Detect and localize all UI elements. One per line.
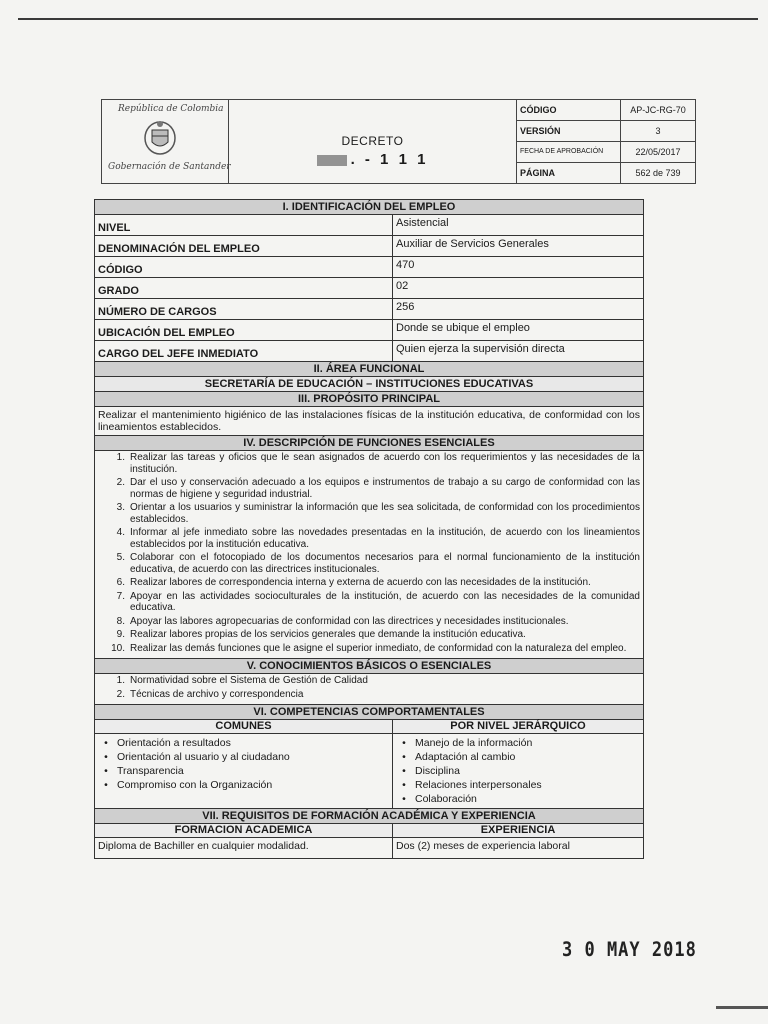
item-number: 1. [116,452,125,463]
list-item [95,527,640,550]
bullet-item [393,792,643,806]
bullet-item [393,764,643,778]
section-title-requisitos: VII. REQUISITOS DE FORMACIÓN ACADÉMICA Y EXPERIENCIA [95,809,643,824]
section-title-identificacion: I. IDENTIFICACIÓN DEL EMPLEO [95,200,643,215]
section-title-proposito: III. PROPÓSITO PRINCIPAL [95,392,643,407]
formacion-header: FORMACION ACADEMICA [95,824,392,838]
comunes-header: COMUNES [95,720,392,734]
meta-label: FECHA DE APROBACIÓN [517,142,621,162]
proposito-text: Realizar el mantenimiento higiénico de las instalaciones físicas de la institución educativa, de conformidad con los lineamientos establecidos. [95,407,643,436]
item-number: 3. [116,502,125,513]
decree-number-text: . - 1 1 1 [350,151,429,168]
experiencia-column [393,824,643,858]
item-text: Realizar las tareas y oficios que le sean asignados de acuerdo con los requerimientos y las necesidades de la institución. [130,452,640,475]
meta-label: VERSIÓN [517,121,621,141]
item-number: 8. [116,615,125,627]
bullet-item [393,736,643,750]
jerarquico-header: POR NIVEL JERÁRQUICO [393,720,643,734]
item-number: 10. [111,642,125,654]
jerarquico-list [393,734,643,808]
meta-row [517,100,695,121]
identificacion-row [95,278,643,299]
experiencia-value: Dos (2) meses de experiencia laboral [396,840,570,852]
list-item [95,502,640,525]
bullet-item [95,778,392,792]
item-text: Realizar labores propias de los servicios generales que demande la institución educativa. [130,629,526,640]
bullet-icon: • [402,751,406,763]
bullet-text: Compromiso con la Organización [117,779,273,791]
bullet-icon: • [104,779,108,791]
decree-title-block [229,100,517,183]
list-item [95,629,640,641]
formacion-column [95,824,393,858]
meta-row [517,163,695,183]
identificacion-row [95,320,643,341]
decree-number [229,151,516,168]
item-number: 4. [116,527,125,538]
scan-top-edge [18,18,758,20]
logo-line-1: República de Colombia [118,104,224,114]
identificacion-row [95,236,643,257]
identificacion-row [95,215,643,236]
bullet-text: Orientación a resultados [117,737,231,749]
meta-value: AP-JC-RG-70 [630,105,686,115]
section-title-competencias: VI. COMPETENCIAS COMPORTAMENTALES [95,705,643,720]
bullet-item [393,778,643,792]
meta-label: CÓDIGO [517,100,621,120]
bullet-text: Adaptación al cambio [415,751,516,763]
identificacion-row [95,257,643,278]
section-title-conocimientos: V. CONOCIMIENTOS BÁSICOS O ESENCIALES [95,659,643,674]
field-label: GRADO [95,278,393,298]
item-text: Realizar labores de correspondencia interna y externa de acuerdo con las necesidades de la institución. [130,577,591,588]
field-value: 470 [396,259,415,271]
bullet-text: Colaboración [415,793,477,805]
item-number: 2. [116,688,125,700]
list-item [95,477,640,500]
meta-row [517,121,695,142]
item-text: Orientar a los usuarios y suministrar la información que les sea solicitada, de conformidad con los procedimientos establecidos. [130,502,640,525]
bullet-icon: • [402,737,406,749]
item-number: 5. [116,552,125,563]
item-text: Normatividad sobre el Sistema de Gestión de Calidad [130,675,368,686]
bullet-icon: • [104,765,108,777]
field-label: DENOMINACIÓN DEL EMPLEO [95,236,393,256]
section-title-funciones: IV. DESCRIPCIÓN DE FUNCIONES ESENCIALES [95,436,643,451]
item-number: 9. [116,629,125,640]
meta-label: PÁGINA [517,163,621,183]
redacted-mark [317,155,347,166]
identificacion-row [95,299,643,320]
field-label: UBICACIÓN DEL EMPLEO [95,320,393,340]
list-item [95,591,640,614]
field-label: CÓDIGO [95,257,393,277]
requisitos-columns [95,824,643,858]
list-item [95,552,640,575]
competencias-comunes [95,720,393,808]
job-profile-table [94,199,644,859]
meta-value: 562 de 739 [635,168,681,178]
bullet-icon: • [104,737,108,749]
funciones-list [95,451,643,659]
logo-line-2: Gobernación de Santander [108,162,231,172]
list-item [95,643,640,655]
list-item [95,689,640,701]
field-label: NIVEL [95,215,393,235]
meta-row [517,142,695,163]
item-number: 7. [116,590,125,602]
item-text: Informar al jefe inmediato sobre las novedades presentadas en la institución, de acuerdo con los lineamientos establecidos por la institución educativa. [130,527,640,550]
bullet-icon: • [104,751,108,763]
field-value: Quien ejerza la supervisión directa [396,343,565,355]
coat-of-arms-icon [142,118,178,156]
conocimientos-list [95,674,643,705]
document-header [101,99,696,184]
item-text: Apoyar las labores agropecuarias de conformidad con las directrices y necesidades institucionales. [130,615,569,627]
scan-mark [716,1006,768,1009]
bullet-icon: • [402,793,406,805]
bullet-icon: • [402,779,406,791]
bullet-text: Disciplina [415,765,460,777]
competencias-columns [95,720,643,809]
bullet-item [95,750,392,764]
field-label: CARGO DEL JEFE INMEDIATO [95,341,393,361]
formacion-value: Diploma de Bachiller en cualquier modalidad. [98,840,309,852]
identificacion-rows [95,215,643,362]
bullet-text: Orientación al usuario y al ciudadano [117,751,290,763]
item-text: Realizar las demás funciones que le asigne el superior inmediato, de conformidad con la naturaleza del empleo. [130,642,627,654]
bullet-text: Manejo de la información [415,737,533,749]
meta-value: 22/05/2017 [635,147,681,157]
item-text: Colaborar con el fotocopiado de los documentos necesarios para el normal funcionamiento de la institución educativa, de acuerdo con las directrices institucionales. [130,552,640,575]
item-text: Dar el uso y conservación adecuado a los equipos e instrumentos de trabajo a su cargo de conformidad con las normas de higiene y seguridad industrial. [130,477,640,500]
field-label: NÚMERO DE CARGOS [95,299,393,319]
date-stamp: 3 0 MAY 2018 [562,938,697,962]
bullet-text: Transparencia [117,765,184,777]
item-number: 1. [116,675,125,686]
area-funcional-value: SECRETARÍA DE EDUCACIÓN – INSTITUCIONES EDUCATIVAS [95,377,643,392]
competencias-jerarquico [393,720,643,808]
item-number: 6. [116,577,125,588]
item-text: Apoyar en las actividades socioculturales de la institución, de acuerdo con las necesidades de la comunidad educativa. [130,590,640,613]
identificacion-row [95,341,643,362]
document-meta [517,100,695,183]
list-item [95,616,640,628]
section-title-area: II. ÁREA FUNCIONAL [95,362,643,377]
bullet-item [393,750,643,764]
field-value: Donde se ubique el empleo [396,322,530,334]
list-item [95,675,640,687]
field-value: Auxiliar de Servicios Generales [396,238,549,250]
list-item [95,577,640,589]
bullet-icon: • [402,765,406,777]
government-logo [102,100,229,183]
bullet-item [95,764,392,778]
field-value: 256 [396,301,415,313]
comunes-list [95,734,392,794]
item-text: Técnicas de archivo y correspondencia [130,688,304,700]
meta-value: 3 [655,126,661,136]
decree-label: DECRETO [341,134,404,148]
field-value: 02 [396,280,409,292]
item-number: 2. [116,477,125,488]
bullet-text: Relaciones interpersonales [415,779,542,791]
list-item [95,452,640,475]
field-value: Asistencial [396,217,449,229]
experiencia-header: EXPERIENCIA [393,824,643,838]
bullet-item [95,736,392,750]
